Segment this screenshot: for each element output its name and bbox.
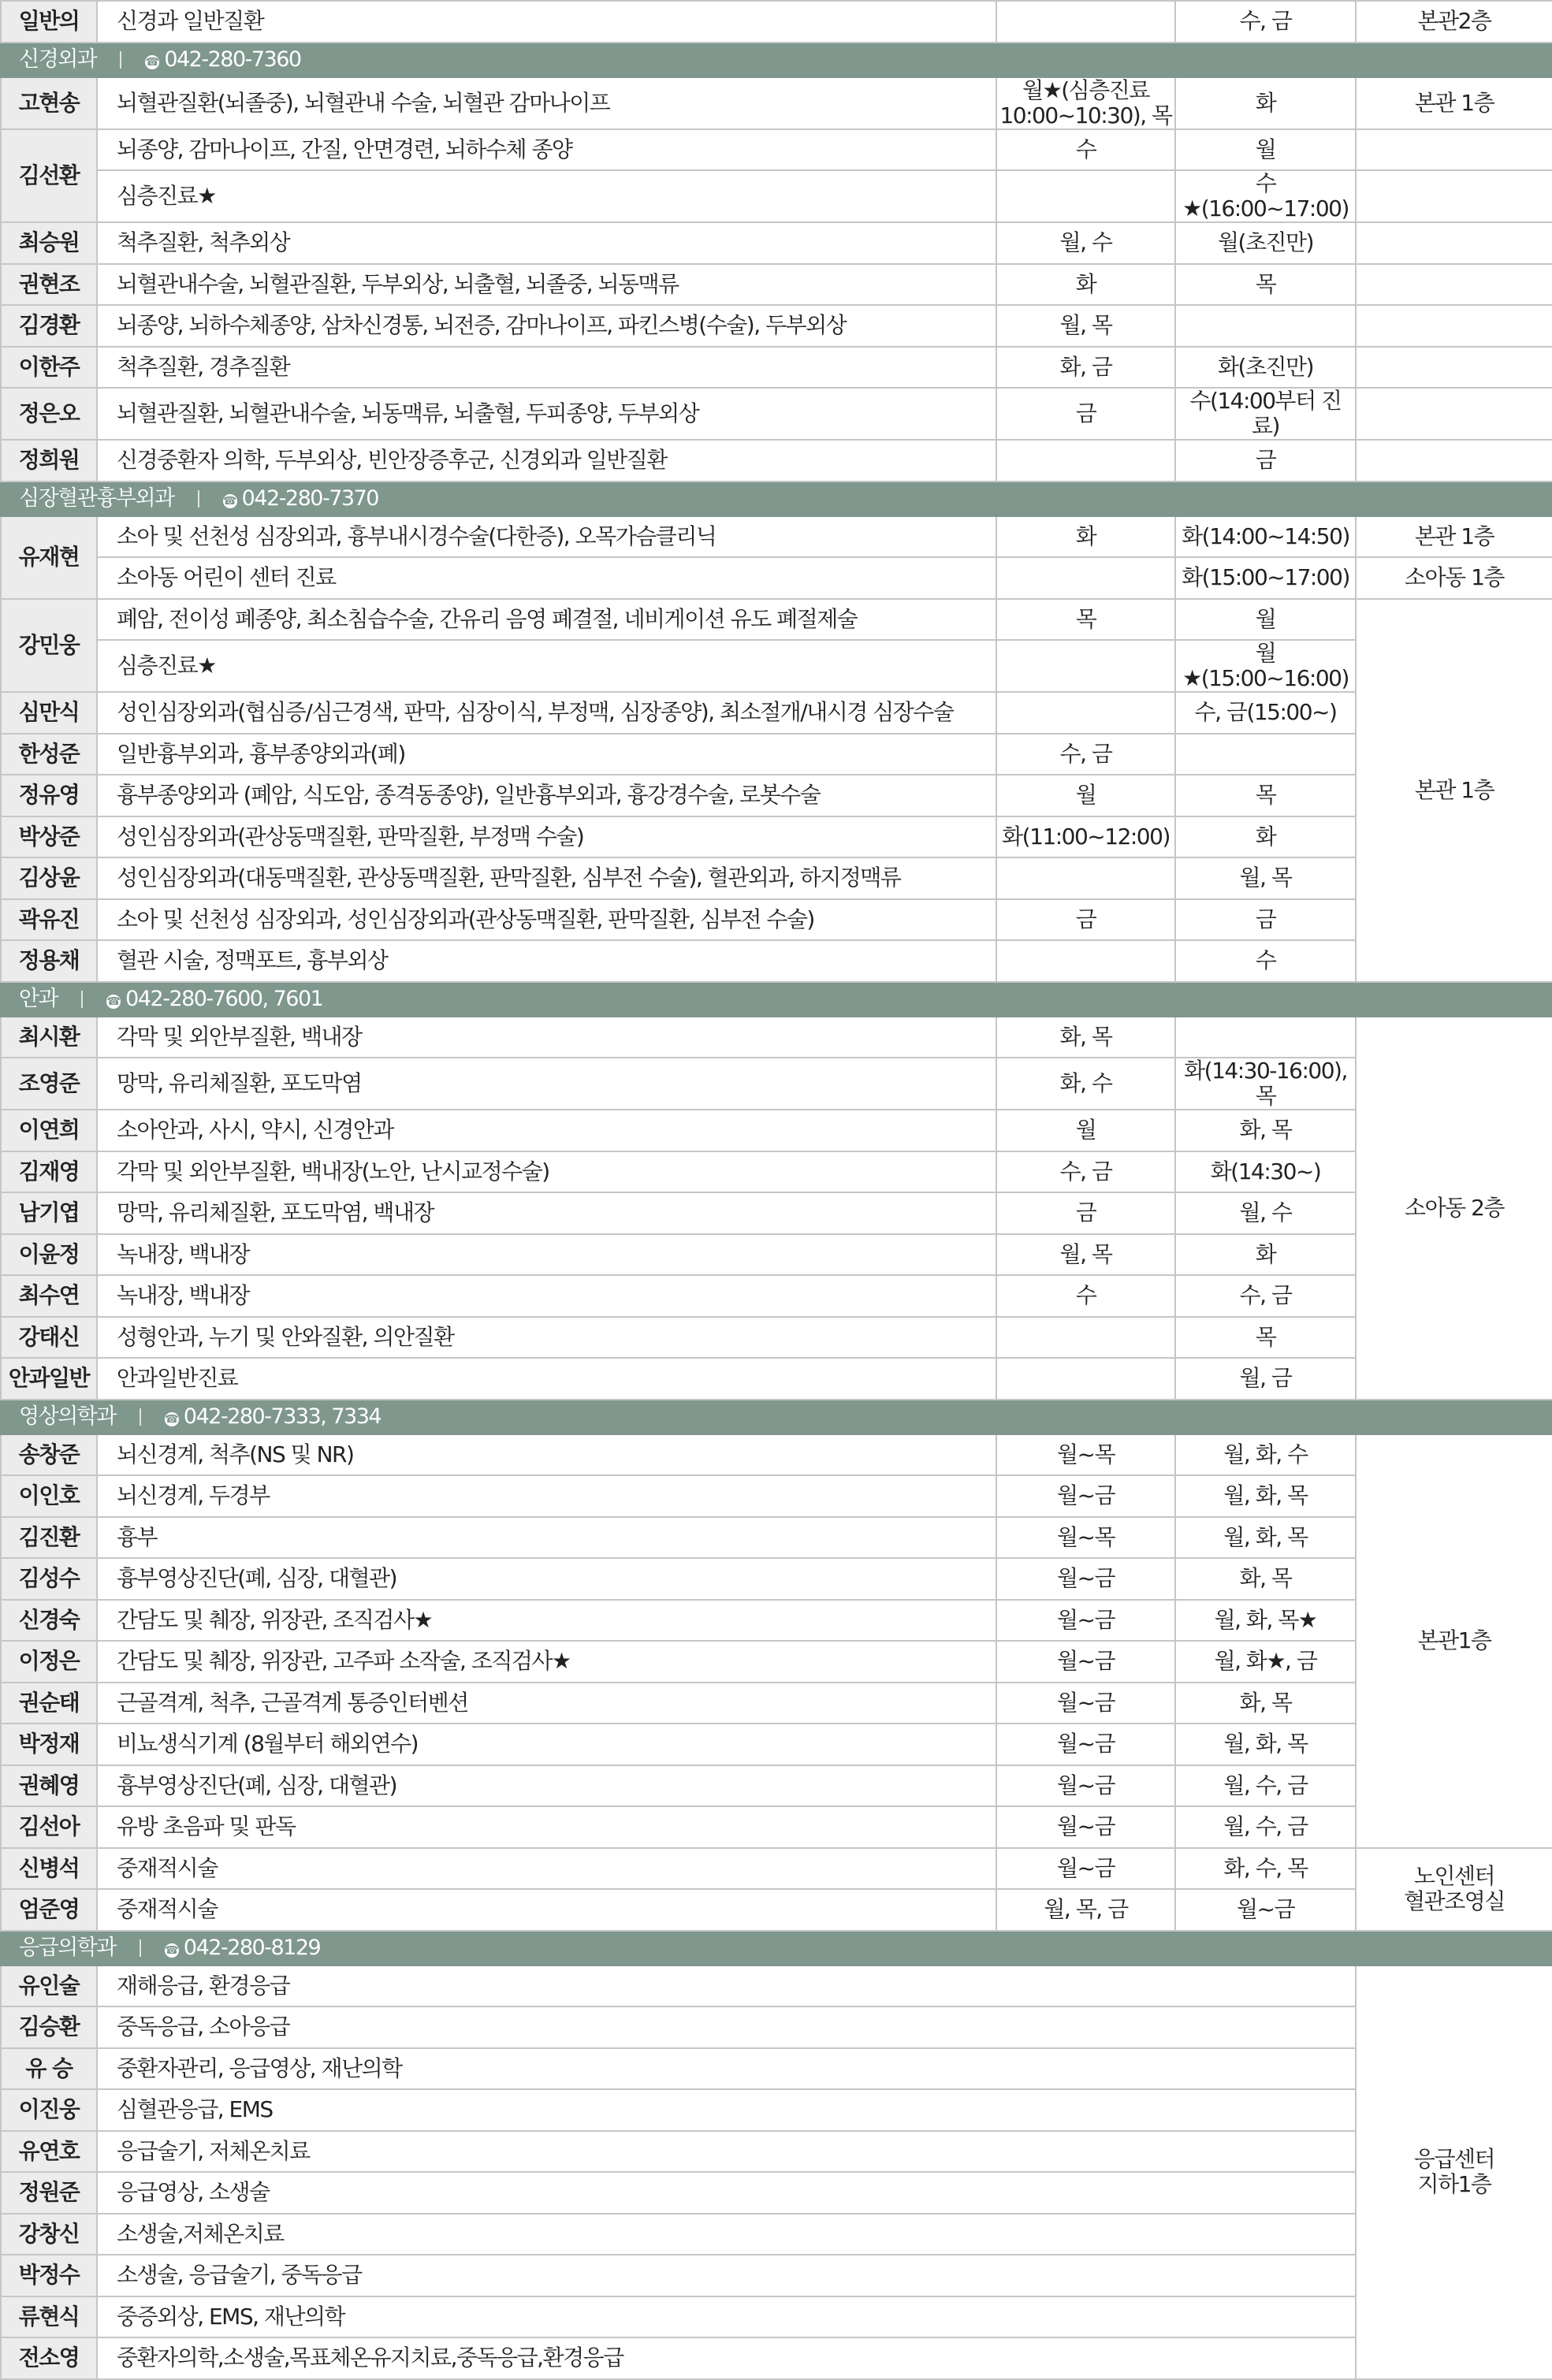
am-schedule: 목 <box>996 599 1175 641</box>
table-row <box>1 1275 1552 1317</box>
pm-schedule: 목 <box>1175 264 1356 306</box>
specialty: 폐암, 전이성 폐종양, 최소침습수술, 간유리 음영 폐결절, 네비게이션 유도 폐절제술 <box>97 599 996 641</box>
clinic-location <box>1356 388 1552 440</box>
department-header-cell <box>1 1400 1552 1434</box>
specialty: 혈관 시술, 정맥포트, 흉부외상 <box>97 940 996 982</box>
specialty: 심층진료★ <box>97 170 996 222</box>
doctor-name: 유 승 <box>1 2048 97 2090</box>
specialty: 안과일반진료 <box>97 1358 996 1400</box>
table-row <box>1 1192 1552 1234</box>
department-phone: 042-280-7333, 7334 <box>183 1404 381 1429</box>
doctor-name: 이정은 <box>1 1641 97 1683</box>
table-row <box>1 2296 1552 2338</box>
clinic-location: 본관1층 <box>1356 1434 1552 1848</box>
pm-schedule: 화(14:30~) <box>1175 1151 1356 1193</box>
pm-schedule: 월, 수, 금 <box>1175 1765 1356 1807</box>
specialty: 응급영상, 소생술 <box>97 2172 1356 2214</box>
doctor-name: 최승원 <box>1 222 97 264</box>
clinic-location <box>1356 170 1552 222</box>
doctor-name: 이진웅 <box>1 2089 97 2131</box>
table-row <box>1 940 1552 982</box>
table-row <box>1 2048 1552 2090</box>
table-row <box>1 305 1552 347</box>
doctor-name: 김성수 <box>1 1558 97 1600</box>
am-schedule: 화, 목 <box>996 1017 1175 1058</box>
specialty: 근골격계, 척추, 근골격계 통증인터벤션 <box>97 1683 996 1724</box>
department-header-cell <box>1 43 1552 77</box>
department-header-cell <box>1 982 1552 1017</box>
am-schedule: 월~금 <box>996 1683 1175 1724</box>
department-phone: 042-280-7370 <box>241 485 378 511</box>
doctor-name: 권현조 <box>1 264 97 306</box>
specialty: 흉부종양외과 (폐암, 식도암, 종격동종양), 일반흉부외과, 흉강경수술, 로봇수술 <box>97 775 996 816</box>
doctor-name: 강민웅 <box>1 599 97 693</box>
specialty: 성인심장외과(협심증/심근경색, 판막, 심장이식, 부정맥, 심장종양), 최소절개/내시경 심장수술 <box>97 692 996 734</box>
doctor-name: 김선환 <box>1 129 97 223</box>
specialty: 중환자관리, 응급영상, 재난의학 <box>97 2048 1356 2090</box>
pm-schedule: 화(초진만) <box>1175 347 1356 389</box>
specialty: 신경중환자 의학, 두부외상, 빈안장증후군, 신경외과 일반질환 <box>97 440 996 482</box>
clinic-location <box>1356 305 1552 347</box>
doctor-name: 전소영 <box>1 2337 97 2379</box>
table-row <box>1 1683 1552 1724</box>
table-row <box>1 775 1552 816</box>
specialty: 뇌종양, 감마나이프, 간질, 안면경련, 뇌하수체 종양 <box>97 129 996 171</box>
pm-schedule <box>1175 734 1356 775</box>
doctor-name: 정유영 <box>1 775 97 816</box>
pm-schedule: 화 <box>1175 1234 1356 1276</box>
pm-schedule: 목 <box>1175 1317 1356 1359</box>
specialty: 소생술, 응급술기, 중독응급 <box>97 2255 1356 2296</box>
department-phone: 042-280-8129 <box>183 1935 321 1960</box>
pm-schedule <box>1175 305 1356 347</box>
clinic-location: 응급센터 지하1층 <box>1356 1965 1552 2379</box>
clinic-location <box>1356 264 1552 306</box>
pm-schedule: 수, 금(15:00~) <box>1175 692 1356 734</box>
pm-schedule: 화(14:30-16:00), 목 <box>1175 1058 1356 1110</box>
am-schedule: 월~금 <box>996 1765 1175 1807</box>
clinic-location <box>1356 347 1552 389</box>
am-schedule <box>996 170 1175 222</box>
doctor-name: 박정수 <box>1 2255 97 2296</box>
specialty: 망막, 유리체질환, 포도막염, 백내장 <box>97 1192 996 1234</box>
pm-schedule: 월, 화, 목 <box>1175 1724 1356 1765</box>
doctor-name: 최수연 <box>1 1275 97 1317</box>
doctor-name: 강태신 <box>1 1317 97 1359</box>
table-row <box>1 388 1552 440</box>
pm-schedule: 월, 금 <box>1175 1358 1356 1400</box>
table-row <box>1 1151 1552 1193</box>
pm-schedule <box>1175 1017 1356 1058</box>
doctor-name: 권순태 <box>1 1683 97 1724</box>
table-row <box>1 857 1552 899</box>
clinic-location: 소아동 1층 <box>1356 557 1552 599</box>
clinic-location: 본관 1층 <box>1356 77 1552 129</box>
am-schedule: 월~금 <box>996 1724 1175 1765</box>
am-schedule: 월 <box>996 1110 1175 1151</box>
am-schedule: 월, 목, 금 <box>996 1889 1175 1931</box>
table-row <box>1 1058 1552 1110</box>
department-phone: 042-280-7360 <box>164 46 301 72</box>
pm-schedule: 화 <box>1175 816 1356 858</box>
specialty: 신경과 일반질환 <box>97 1 996 43</box>
table-row <box>1 1558 1552 1600</box>
header-divider <box>120 51 121 69</box>
doctor-name: 신병석 <box>1 1848 97 1890</box>
table-row <box>1 1434 1552 1476</box>
doctor-name: 유재현 <box>1 516 97 599</box>
table-row <box>1 1317 1552 1359</box>
table-row <box>1 599 1552 641</box>
doctor-name: 김재영 <box>1 1151 97 1193</box>
doctor-name: 권혜영 <box>1 1765 97 1807</box>
am-schedule: 월~금 <box>996 1558 1175 1600</box>
pm-schedule: 수 <box>1175 940 1356 982</box>
doctor-name: 엄준영 <box>1 1889 97 1931</box>
specialty: 응급술기, 저체온치료 <box>97 2131 1356 2173</box>
department-header-cell <box>1 482 1552 516</box>
specialty: 척추질환, 경추질환 <box>97 347 996 389</box>
doctor-name: 김승환 <box>1 2006 97 2048</box>
clinic-location <box>1356 222 1552 264</box>
department-header <box>1 982 1552 1017</box>
specialty: 중환자의학,소생술,목표체온유지치료,중독응급,환경응급 <box>97 2337 1356 2379</box>
doctor-name: 이인호 <box>1 1475 97 1517</box>
specialty: 유방 초음파 및 판독 <box>97 1806 996 1848</box>
am-schedule <box>996 1 1175 43</box>
am-schedule: 월~금 <box>996 1475 1175 1517</box>
pm-schedule: 월, 화★, 금 <box>1175 1641 1356 1683</box>
specialty: 흉부 <box>97 1517 996 1559</box>
am-schedule: 월~목 <box>996 1434 1175 1476</box>
specialty: 중재적시술 <box>97 1889 996 1931</box>
department-name: 영상의학과 <box>19 1404 116 1429</box>
department-header <box>1 1931 1552 1965</box>
specialty: 심혈관응급, EMS <box>97 2089 1356 2131</box>
am-schedule: 금 <box>996 388 1175 440</box>
doctor-name: 최시환 <box>1 1017 97 1058</box>
specialty: 소아 및 선천성 심장외과, 성인심장외과(관상동맥질환, 판막질환, 심부전 수술) <box>97 899 996 941</box>
pm-schedule: 월 <box>1175 599 1356 641</box>
doctor-name: 정용채 <box>1 940 97 982</box>
table-row <box>1 2214 1552 2255</box>
am-schedule <box>996 440 1175 482</box>
table-row <box>1 1806 1552 1848</box>
pm-schedule: 월, 화, 수 <box>1175 1434 1356 1476</box>
pm-schedule: 화(14:00~14:50) <box>1175 516 1356 558</box>
am-schedule: 수 <box>996 129 1175 171</box>
doctor-name: 박상준 <box>1 816 97 858</box>
specialty: 간담도 및 췌장, 위장관, 고주파 소작술, 조직검사★ <box>97 1641 996 1683</box>
clinic-location: 본관 1층 <box>1356 516 1552 558</box>
table-row <box>1 1724 1552 1765</box>
am-schedule <box>996 857 1175 899</box>
doctor-name: 정희원 <box>1 440 97 482</box>
pm-schedule: 수, 금 <box>1175 1275 1356 1317</box>
specialty: 뇌신경계, 척추(NS 및 NR) <box>97 1434 996 1476</box>
doctor-name: 일반의 <box>1 1 97 43</box>
pm-schedule: 화, 목 <box>1175 1683 1356 1724</box>
doctor-name: 이윤정 <box>1 1234 97 1276</box>
doctor-name: 송창준 <box>1 1434 97 1476</box>
am-schedule <box>996 557 1175 599</box>
doctor-name: 강창신 <box>1 2214 97 2255</box>
table-row <box>1 1017 1552 1058</box>
am-schedule <box>996 640 1175 692</box>
doctor-name: 안과일반 <box>1 1358 97 1400</box>
am-schedule: 수, 금 <box>996 1151 1175 1193</box>
phone-icon: ☎ <box>165 1943 179 1957</box>
pm-schedule: 월~금 <box>1175 1889 1356 1931</box>
doctor-name: 이연희 <box>1 1110 97 1151</box>
table-row <box>1 2172 1552 2214</box>
department-phone: 042-280-7600, 7601 <box>125 986 323 1011</box>
phone-icon: ☎ <box>165 1412 179 1426</box>
clinic-location <box>1356 129 1552 171</box>
specialty: 비뇨생식기계 (8월부터 해외연수) <box>97 1724 996 1765</box>
specialty: 중재적시술 <box>97 1848 996 1890</box>
department-header <box>1 482 1552 516</box>
doctor-name: 남기엽 <box>1 1192 97 1234</box>
specialty: 중증외상, EMS, 재난의학 <box>97 2296 1356 2338</box>
table-row <box>1 1110 1552 1151</box>
table-row <box>1 557 1552 599</box>
table-row <box>1 347 1552 389</box>
table-row <box>1 1 1552 43</box>
specialty: 뇌혈관내수술, 뇌혈관질환, 두부외상, 뇌출혈, 뇌졸중, 뇌동맥류 <box>97 264 996 306</box>
pm-schedule: 화 <box>1175 77 1356 129</box>
pm-schedule: 월, 목 <box>1175 857 1356 899</box>
am-schedule: 월~금 <box>996 1600 1175 1642</box>
doctor-name: 한성준 <box>1 734 97 775</box>
header-divider <box>198 490 199 508</box>
am-schedule: 화, 금 <box>996 347 1175 389</box>
doctor-name: 김선아 <box>1 1806 97 1848</box>
specialty: 뇌혈관질환, 뇌혈관내수술, 뇌동맥류, 뇌출혈, 두피종양, 두부외상 <box>97 388 996 440</box>
department-header-cell <box>1 1931 1552 1965</box>
specialty: 중독응급, 소아응급 <box>97 2006 1356 2048</box>
table-row <box>1 1765 1552 1807</box>
specialty: 뇌신경계, 두경부 <box>97 1475 996 1517</box>
table-row <box>1 129 1552 171</box>
am-schedule: 월~금 <box>996 1641 1175 1683</box>
specialty: 심층진료★ <box>97 640 996 692</box>
department-header <box>1 1400 1552 1434</box>
clinic-location: 노인센터 혈관조영실 <box>1356 1848 1552 1931</box>
pm-schedule: 금 <box>1175 440 1356 482</box>
table-row <box>1 692 1552 734</box>
table-row <box>1 1848 1552 1890</box>
pm-schedule: 월, 수 <box>1175 1192 1356 1234</box>
specialty: 척추질환, 척추외상 <box>97 222 996 264</box>
am-schedule <box>996 940 1175 982</box>
doctor-name: 곽유진 <box>1 899 97 941</box>
clinic-location <box>1356 440 1552 482</box>
doctor-name: 심만식 <box>1 692 97 734</box>
am-schedule: 화 <box>996 516 1175 558</box>
specialty: 녹내장, 백내장 <box>97 1275 996 1317</box>
table-row <box>1 2255 1552 2296</box>
specialty: 각막 및 외안부질환, 백내장(노안, 난시교정수술) <box>97 1151 996 1193</box>
department-name: 신경외과 <box>19 46 97 72</box>
specialty: 소아안과, 사시, 약시, 신경안과 <box>97 1110 996 1151</box>
specialty: 소아 및 선천성 심장외과, 흉부내시경수술(다한증), 오목가슴클리닉 <box>97 516 996 558</box>
department-header <box>1 43 1552 77</box>
specialty: 재해응급, 환경응급 <box>97 1965 1356 2007</box>
header-divider <box>140 1408 141 1426</box>
table-row <box>1 734 1552 775</box>
header-divider <box>81 991 83 1008</box>
table-row <box>1 899 1552 941</box>
department-name: 안과 <box>19 986 58 1011</box>
specialty: 성형안과, 누기 및 안와질환, 의안질환 <box>97 1317 996 1359</box>
phone-icon: ☎ <box>222 494 237 508</box>
am-schedule: 금 <box>996 899 1175 941</box>
table-row <box>1 516 1552 558</box>
doctor-name: 박정재 <box>1 1724 97 1765</box>
am-schedule <box>996 692 1175 734</box>
doctor-name: 고현송 <box>1 77 97 129</box>
am-schedule: 수, 금 <box>996 734 1175 775</box>
phone-icon: ☎ <box>106 995 121 1008</box>
am-schedule: 월~목 <box>996 1517 1175 1559</box>
specialty: 간담도 및 췌장, 위장관, 조직검사★ <box>97 1600 996 1642</box>
table-row <box>1 1965 1552 2007</box>
pm-schedule: 화, 수, 목 <box>1175 1848 1356 1890</box>
phone-icon: ☎ <box>145 55 160 69</box>
table-row <box>1 2131 1552 2173</box>
specialty: 망막, 유리체질환, 포도막염 <box>97 1058 996 1110</box>
doctor-name: 정원준 <box>1 2172 97 2214</box>
pm-schedule: 월, 수, 금 <box>1175 1806 1356 1848</box>
table-row <box>1 2089 1552 2131</box>
table-row <box>1 640 1552 692</box>
doctor-name: 조영준 <box>1 1058 97 1110</box>
pm-schedule: 월, 화, 목★ <box>1175 1600 1356 1642</box>
doctor-name: 김진환 <box>1 1517 97 1559</box>
specialty: 소생술,저체온치료 <box>97 2214 1356 2255</box>
specialty: 소아동 어린이 센터 진료 <box>97 557 996 599</box>
am-schedule: 월~금 <box>996 1806 1175 1848</box>
pm-schedule: 목 <box>1175 775 1356 816</box>
table-row <box>1 77 1552 129</box>
pm-schedule: 월, 화, 목 <box>1175 1517 1356 1559</box>
specialty: 흉부영상진단(폐, 심장, 대혈관) <box>97 1558 996 1600</box>
doctor-name: 이한주 <box>1 347 97 389</box>
specialty: 각막 및 외안부질환, 백내장 <box>97 1017 996 1058</box>
am-schedule: 월, 목 <box>996 1234 1175 1276</box>
am-schedule <box>996 1358 1175 1400</box>
table-row <box>1 1641 1552 1683</box>
doctor-name: 신경숙 <box>1 1600 97 1642</box>
pm-schedule: 수★(16:00~17:00) <box>1175 170 1356 222</box>
specialty: 뇌혈관질환(뇌졸중), 뇌혈관내 수술, 뇌혈관 감마나이프 <box>97 77 996 129</box>
table-row <box>1 2006 1552 2048</box>
clinic-location: 본관 1층 <box>1356 599 1552 982</box>
specialty: 뇌종양, 뇌하수체종양, 삼차신경통, 뇌전증, 감마나이프, 파킨스병(수술), 두부외상 <box>97 305 996 347</box>
pm-schedule: 금 <box>1175 899 1356 941</box>
table-row <box>1 1889 1552 1931</box>
table-row <box>1 1475 1552 1517</box>
doctor-name: 유인술 <box>1 1965 97 2007</box>
department-name: 응급의학과 <box>19 1935 116 1960</box>
table-row <box>1 222 1552 264</box>
pm-schedule: 월★(15:00~16:00) <box>1175 640 1356 692</box>
table-row <box>1 1517 1552 1559</box>
table-row <box>1 1234 1552 1276</box>
clinic-location: 본관2층 <box>1356 1 1552 43</box>
table-row <box>1 440 1552 482</box>
pm-schedule: 월, 화, 목 <box>1175 1475 1356 1517</box>
am-schedule <box>996 1317 1175 1359</box>
am-schedule: 월, 목 <box>996 305 1175 347</box>
table-row <box>1 170 1552 222</box>
header-divider <box>140 1939 141 1957</box>
doctor-name: 김경환 <box>1 305 97 347</box>
am-schedule: 화(11:00~12:00) <box>996 816 1175 858</box>
table-row <box>1 816 1552 858</box>
table-row <box>1 264 1552 306</box>
am-schedule: 화 <box>996 264 1175 306</box>
doctor-name: 유연호 <box>1 2131 97 2173</box>
table-row <box>1 1358 1552 1400</box>
am-schedule: 월★(심층진료 10:00~10:30), 목 <box>996 77 1175 129</box>
pm-schedule: 수(14:00부터 진료) <box>1175 388 1356 440</box>
pm-schedule: 수, 금 <box>1175 1 1356 43</box>
specialty: 성인심장외과(대동맥질환, 관상동맥질환, 판막질환, 심부전 수술), 혈관외과, 하지정맥류 <box>97 857 996 899</box>
department-name: 심장혈관흉부외과 <box>19 485 174 511</box>
specialty: 녹내장, 백내장 <box>97 1234 996 1276</box>
am-schedule: 월, 수 <box>996 222 1175 264</box>
doctor-name: 정은오 <box>1 388 97 440</box>
pm-schedule: 화, 목 <box>1175 1110 1356 1151</box>
pm-schedule: 화, 목 <box>1175 1558 1356 1600</box>
clinic-location: 소아동 2층 <box>1356 1017 1552 1400</box>
am-schedule: 수 <box>996 1275 1175 1317</box>
specialty: 흉부영상진단(폐, 심장, 대혈관) <box>97 1765 996 1807</box>
pm-schedule: 화(15:00~17:00) <box>1175 557 1356 599</box>
am-schedule: 월 <box>996 775 1175 816</box>
am-schedule: 금 <box>996 1192 1175 1234</box>
specialty: 성인심장외과(관상동맥질환, 판막질환, 부정맥 수술) <box>97 816 996 858</box>
table-row <box>1 2337 1552 2379</box>
schedule-body <box>1 1 1552 2379</box>
doctor-name: 김상윤 <box>1 857 97 899</box>
pm-schedule: 월 <box>1175 129 1356 171</box>
am-schedule: 월~금 <box>996 1848 1175 1890</box>
specialty: 일반흉부외과, 흉부종양외과(폐) <box>97 734 996 775</box>
doctor-name: 류현식 <box>1 2296 97 2338</box>
am-schedule: 화, 수 <box>996 1058 1175 1110</box>
table-row <box>1 1600 1552 1642</box>
pm-schedule: 월(초진만) <box>1175 222 1356 264</box>
